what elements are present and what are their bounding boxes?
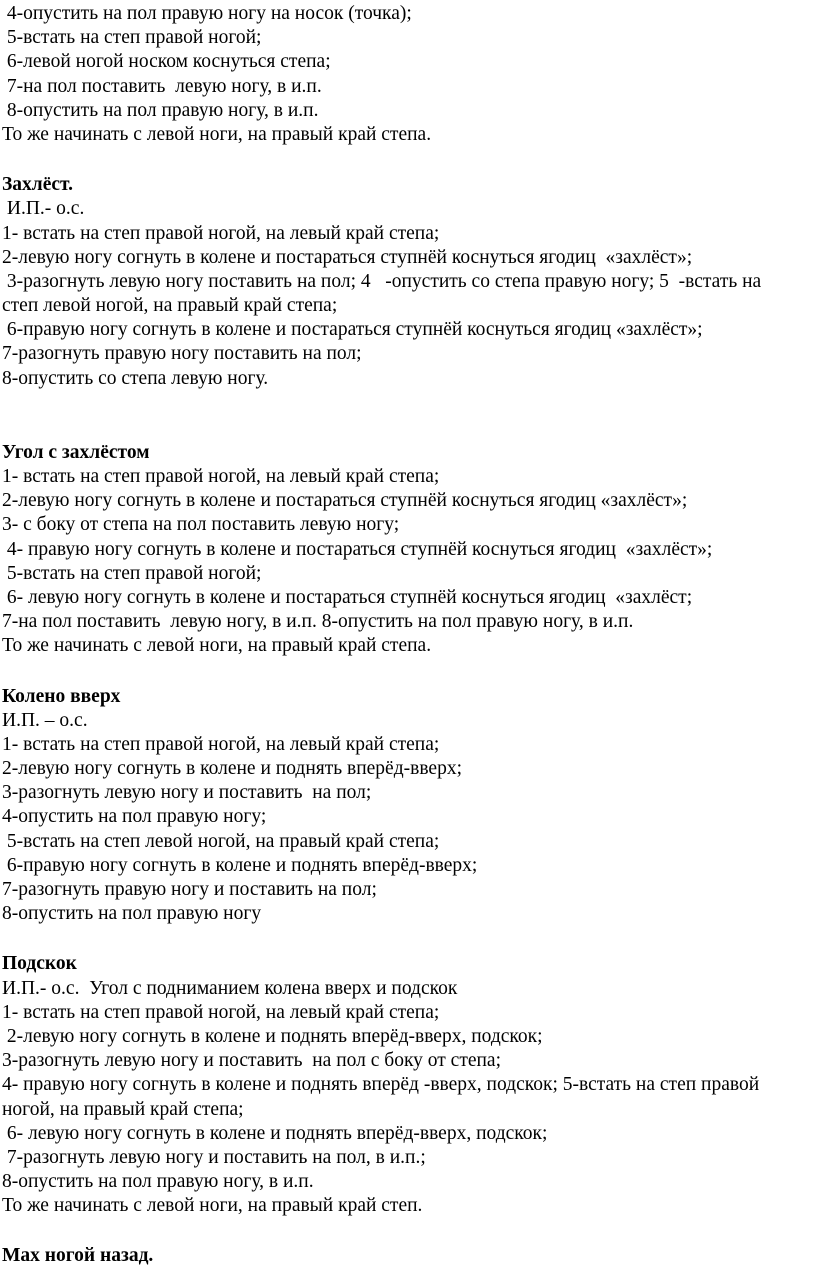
text-line: 1- встать на степ правой ногой, на левый край степа; <box>2 222 440 244</box>
text-line: 2-левую ногу согнуть в колене и постараться ступнёй коснуться ягодиц «захлёст»; <box>2 246 693 268</box>
blank-line <box>2 659 814 685</box>
text-line: 5-встать на степ правой ногой; <box>2 27 262 49</box>
section-makh-nogoy-nazad <box>2 1244 814 1268</box>
text-line: 3-разогнуть левую ногу и поставить на пол; <box>2 782 372 804</box>
text-line: 4- правую ногу согнуть в колене и поднять вперёд -вверх, подскок; 5-встать на степ правой <box>2 1074 760 1096</box>
text-line: И.П.- о.с. Угол с подниманием колена вверх и подскок <box>2 977 458 999</box>
text-line: 8-опустить на пол правую ногу, в и.п. <box>2 1171 314 1193</box>
text-line: 4-опустить на пол правую ногу; <box>2 806 267 828</box>
section-heading: Мах ногой назад. <box>2 1245 154 1267</box>
text-line: То же начинать с левой ноги, на правый край степ. <box>2 1195 423 1217</box>
text-line: 3-разогнуть левую ногу и поставить на пол с боку от степа; <box>2 1050 502 1072</box>
section-ugol-s-zakhlestom <box>2 441 814 659</box>
text-line: степ левой ногой, на правый край степа; <box>2 295 338 317</box>
text-line: И.П. – о.с. <box>2 709 88 731</box>
section-koleno-vverkh <box>2 685 814 927</box>
intro-block <box>2 2 814 147</box>
blank-line <box>2 1218 814 1244</box>
text-line: 5-встать на степ правой ногой; <box>2 562 262 584</box>
text-line: 7-разогнуть правую ногу поставить на пол; <box>2 343 362 365</box>
text-line: 2-левую ногу согнуть в колене и постараться ступнёй коснуться ягодиц «захлёст»; <box>2 490 688 512</box>
section-zakhlest <box>2 173 814 391</box>
text-line: 8-опустить со степа левую ногу. <box>2 367 269 389</box>
blank-line <box>2 147 814 173</box>
text-line: 2-левую ногу согнуть в колене и поднять вперёд-вверх, подскок; <box>2 1025 543 1047</box>
text-line: 3- с боку от степа на пол поставить левую ногу; <box>2 514 400 536</box>
text-line: 3-разогнуть левую ногу поставить на пол; 4 -опустить со степа правую ногу; 5 -встать на <box>2 270 762 292</box>
text-line: 6- левую ногу согнуть в колене и постараться ступнёй коснуться ягодиц «захлёст; <box>2 586 693 608</box>
section-heading: Подскок <box>2 953 77 975</box>
text-line: 8-опустить на пол правую ногу <box>2 903 262 925</box>
text-line: 4- правую ногу согнуть в колене и постараться ступнёй коснуться ягодиц «захлёст»; <box>2 538 713 560</box>
text-line: И.П.- о.с. <box>2 198 85 220</box>
document-page <box>2 2 814 1269</box>
text-line: 7-разогнуть левую ногу и поставить на пол, в и.п.; <box>2 1146 426 1168</box>
text-line: 1- встать на степ правой ногой, на левый край степа; <box>2 733 440 755</box>
text-line: 5-встать на степ левой ногой, на правый край степа; <box>2 830 440 852</box>
text-line: 7-на пол поставить левую ногу, в и.п. <box>2 75 322 97</box>
text-line: 7-разогнуть правую ногу и поставить на пол; <box>2 879 377 900</box>
text-line: 1- встать на степ правой ногой, на левый край степа; <box>2 1001 440 1023</box>
text-line: То же начинать с левой ноги, на правый край степа. <box>2 635 432 657</box>
text-line: 4-опустить на пол правую ногу на носок (точка); <box>2 3 412 24</box>
section-heading: Захлёст. <box>2 174 74 196</box>
section-podskok <box>2 952 814 1218</box>
section-heading: Угол с захлёстом <box>2 441 150 463</box>
text-line: 6-правую ногу согнуть в колене и постараться ступнёй коснуться ягодиц «захлёст»; <box>2 319 703 341</box>
text-line: 2-левую ногу согнуть в колене и поднять вперёд-вверх; <box>2 758 463 780</box>
text-line: 6- левую ногу согнуть в колене и поднять вперёд-вверх, подскок; <box>2 1122 548 1144</box>
text-line: 6-левой ногой носком коснуться степа; <box>2 51 331 73</box>
text-line: 8-опустить на пол правую ногу, в и.п. <box>2 99 319 121</box>
text-line: ногой, на правый край степа; <box>2 1098 244 1120</box>
text-line: 6-правую ногу согнуть в колене и поднять вперёд-вверх; <box>2 854 478 876</box>
text-line: 1- встать на степ правой ногой, на левый край степа; <box>2 466 440 487</box>
blank-line <box>2 926 814 952</box>
text-line: То же начинать с левой ноги, на правый край степа. <box>2 123 432 145</box>
text-line: 7-на пол поставить левую ногу, в и.п. 8-опустить на пол правую ногу, в и.п. <box>2 611 634 633</box>
section-heading: Колено вверх <box>2 685 121 707</box>
blank-line <box>2 391 814 441</box>
